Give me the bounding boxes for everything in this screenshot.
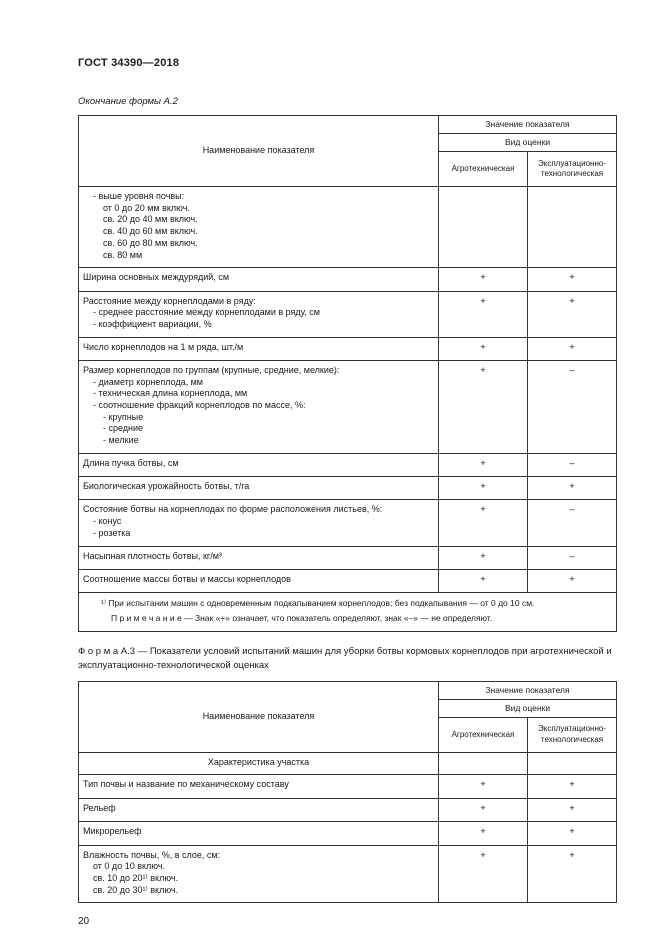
- agro-value-cell: +: [439, 775, 528, 798]
- col-header-value-group: Значение показателя: [439, 116, 617, 134]
- indicator-name-cell: [79, 845, 439, 903]
- agro-value-cell: +: [439, 798, 528, 821]
- agro-value-cell: +: [439, 337, 528, 360]
- exploit-value-cell: +: [528, 268, 617, 291]
- exploit-value-cell: –: [528, 546, 617, 569]
- col-header-name: Наименование показателя: [79, 116, 439, 187]
- indicator-line: св. 80 мм: [103, 249, 143, 260]
- indicator-name-cell: [79, 798, 439, 821]
- form-a2-continuation-label: Окончание формы А.2: [78, 96, 178, 107]
- indicator-line: - техническая длина корнеплода, мм: [93, 388, 248, 399]
- note-text: П р и м е ч а н и е — Знак «+» означает, что показатель определяют, знак «–» — не определяют.: [111, 612, 493, 623]
- exploit-value-cell: +: [528, 775, 617, 798]
- table-row: [79, 187, 617, 268]
- agro-value-cell: +: [439, 546, 528, 569]
- exploit-value-cell: [528, 752, 617, 775]
- indicator-name-cell: [79, 546, 439, 569]
- col-header-rating-group: Вид оценки: [439, 699, 617, 717]
- indicator-name-cell: [79, 337, 439, 360]
- exploit-value-cell: +: [528, 477, 617, 500]
- indicator-line: Длина пучка ботвы, см: [83, 457, 179, 468]
- indicator-line: - диаметр корнеплода, мм: [93, 376, 203, 387]
- agro-value-cell: [439, 187, 528, 268]
- indicator-line: св. 20 до 30¹⁾ включ.: [93, 884, 179, 895]
- table-row: [79, 752, 617, 775]
- exploit-value-cell: +: [528, 798, 617, 821]
- col-header-value-group: Значение показателя: [439, 681, 617, 699]
- table-row: [79, 477, 617, 500]
- indicator-line: Характеристика участка: [207, 756, 310, 767]
- footnote-text: ¹⁾ При испытании машин с одновременным подкапыванием корнеплодов; без подкапывания — от 0 до 10 см.: [101, 598, 535, 609]
- exploit-value-cell: +: [528, 822, 617, 845]
- table-row: [79, 268, 617, 291]
- table-footnotes-row: [79, 593, 617, 632]
- indicator-line: св. 60 до 80 мм включ.: [103, 237, 198, 248]
- agro-value-cell: +: [439, 822, 528, 845]
- indicator-line: св. 10 до 20¹⁾ включ.: [93, 872, 179, 883]
- indicator-name-cell: [79, 477, 439, 500]
- indicator-line: Тип почвы и название по механическому составу: [83, 779, 289, 790]
- exploit-value-cell: –: [528, 453, 617, 476]
- indicator-line: Микрорельеф: [83, 826, 142, 837]
- indicator-name-cell: [79, 752, 439, 775]
- agro-value-cell: +: [439, 360, 528, 453]
- col-header-agrotechnical: Агротехническая: [439, 152, 528, 187]
- indicator-line: - розетка: [93, 527, 131, 538]
- table-row: [79, 569, 617, 592]
- agro-value-cell: [439, 752, 528, 775]
- indicator-name-cell: [79, 360, 439, 453]
- table-row: [79, 798, 617, 821]
- indicator-name-cell: [79, 822, 439, 845]
- exploit-value-cell: +: [528, 291, 617, 337]
- table-footnotes: [79, 593, 617, 632]
- form-a3-table: [78, 681, 617, 904]
- indicator-line: Соотношение массы ботвы и массы корнеплодов: [83, 573, 291, 584]
- indicator-line: Число корнеплодов на 1 м ряда, шт./м: [83, 341, 244, 352]
- exploit-value-cell: +: [528, 337, 617, 360]
- indicator-name-cell: [79, 500, 439, 546]
- indicator-line: - выше уровня почвы:: [93, 191, 185, 202]
- indicator-name-cell: [79, 775, 439, 798]
- exploit-value-cell: –: [528, 500, 617, 546]
- form-a3-caption: Ф о р м а А.3 — Показатели условий испытаний машин для уборки ботвы кормовых корнеплодов при агротехнической и эксплуатационно-технологической оценках: [78, 646, 612, 671]
- indicator-line: св. 40 до 60 мм включ.: [103, 226, 198, 237]
- table-row: [79, 337, 617, 360]
- table-row: [79, 845, 617, 903]
- table-row: [79, 500, 617, 546]
- indicator-line: - крупные: [103, 411, 144, 422]
- table-row: [79, 546, 617, 569]
- indicator-line: Расстояние между корнеплодами в ряду:: [83, 295, 256, 306]
- indicator-name-cell: [79, 569, 439, 592]
- agro-value-cell: +: [439, 569, 528, 592]
- table-row: [79, 775, 617, 798]
- indicator-name-cell: [79, 291, 439, 337]
- indicator-line: Размер корнеплодов по группам (крупные, средние, мелкие):: [83, 364, 340, 375]
- indicator-line: от 0 до 20 мм включ.: [103, 202, 190, 213]
- indicator-name-cell: [79, 187, 439, 268]
- indicator-line: Биологическая урожайность ботвы, т/га: [83, 481, 250, 492]
- exploit-value-cell: –: [528, 360, 617, 453]
- indicator-line: - коэффициент вариации, %: [93, 318, 212, 329]
- form-a2-table: [78, 115, 617, 632]
- col-header-exploitation-technological: Эксплуатационно-технологическая: [528, 152, 617, 187]
- indicator-line: Влажность почвы, %, в слое, см:: [83, 849, 221, 860]
- table-row: [79, 453, 617, 476]
- col-header-rating-group: Вид оценки: [439, 134, 617, 152]
- agro-value-cell: +: [439, 453, 528, 476]
- indicator-line: - соотношение фракций корнеплодов по массе, %:: [93, 400, 306, 411]
- agro-value-cell: +: [439, 845, 528, 903]
- col-header-name: Наименование показателя: [79, 681, 439, 752]
- indicator-line: - среднее расстояние между корнеплодами в ряду, см: [93, 307, 320, 318]
- indicator-line: Рельеф: [83, 802, 116, 813]
- exploit-value-cell: +: [528, 569, 617, 592]
- table-row: [79, 822, 617, 845]
- indicator-name-cell: [79, 453, 439, 476]
- indicator-line: - конус: [93, 516, 122, 527]
- exploit-value-cell: +: [528, 845, 617, 903]
- page-number: 20: [78, 916, 90, 928]
- agro-value-cell: +: [439, 268, 528, 291]
- doc-number: ГОСТ 34390—2018: [78, 57, 180, 69]
- indicator-line: Насыпная плотность ботвы, кг/м³: [83, 550, 222, 561]
- indicator-line: Состояние ботвы на корнеплодах по форме расположения листьев, %:: [83, 504, 383, 515]
- indicator-line: от 0 до 10 включ.: [93, 861, 166, 872]
- agro-value-cell: +: [439, 500, 528, 546]
- indicator-line: - средние: [103, 423, 144, 434]
- indicator-line: Ширина основных междурядий, см: [83, 272, 230, 283]
- col-header-agrotechnical: Агротехническая: [439, 717, 528, 752]
- col-header-exploitation-technological: Эксплуатационно-технологическая: [528, 717, 617, 752]
- table-row: [79, 291, 617, 337]
- agro-value-cell: +: [439, 291, 528, 337]
- exploit-value-cell: [528, 187, 617, 268]
- table-row: [79, 360, 617, 453]
- indicator-line: - мелкие: [103, 435, 139, 446]
- agro-value-cell: +: [439, 477, 528, 500]
- indicator-name-cell: [79, 268, 439, 291]
- indicator-line: св. 20 до 40 мм включ.: [103, 214, 198, 225]
